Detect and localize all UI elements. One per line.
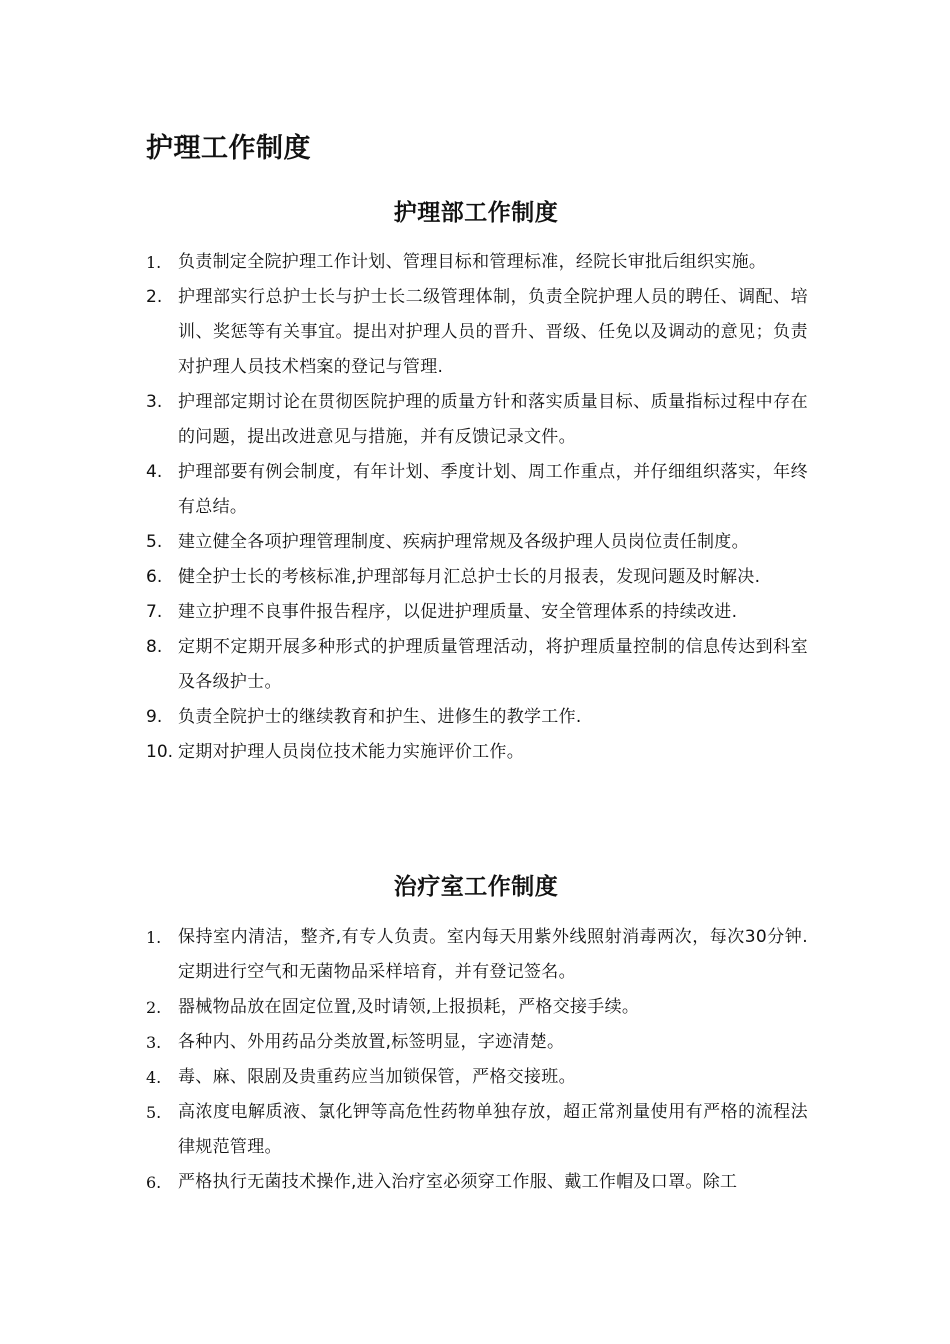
section-title-treatment-room: 治疗室工作制度: [393, 874, 559, 900]
list-item-text: 各种内、外用药品分类放置,标签明显，字迹清楚。: [178, 1032, 565, 1052]
treatment-room-rule-list: [146, 920, 808, 1200]
list-item: [146, 700, 808, 735]
list-item-number: 8.: [146, 637, 163, 657]
list-item-text: 护理部要有例会制度，有年计划、季度计划、周工作重点，并仔细组织落实，年终有总结。: [178, 462, 808, 517]
document-title: 护理工作制度: [146, 133, 311, 164]
list-item-number: 2.: [146, 998, 162, 1017]
list-item: [146, 245, 808, 280]
list-item-number: 3.: [146, 392, 163, 412]
list-item-number: 2.: [146, 287, 163, 307]
section-title-nursing-department: 护理部工作制度: [393, 200, 559, 226]
list-item: [146, 560, 808, 595]
list-item-text: 高浓度电解质液、氯化钾等高危性药物单独存放，超正常剂量使用有严格的流程法律规范管理。: [178, 1102, 808, 1157]
list-item-text: 建立健全各项护理管理制度、疾病护理常规及各级护理人员岗位责任制度。: [178, 532, 749, 552]
list-item: [146, 1060, 808, 1095]
list-item: [146, 920, 808, 990]
list-item-text: 健全护士长的考核标准,护理部每月汇总护士长的月报表，发现问题及时解决.: [178, 567, 761, 587]
list-item: [146, 735, 808, 770]
list-item: [146, 630, 808, 700]
nursing-department-rule-list: [146, 245, 808, 770]
list-item: [146, 595, 808, 630]
list-item: [146, 455, 808, 525]
list-item-text: 器械物品放在固定位置,及时请领,上报损耗，严格交接手续。: [178, 997, 640, 1017]
list-item-number: 3.: [146, 1033, 162, 1052]
list-item-number: 10.: [146, 742, 174, 762]
list-item-text: 毒、麻、限剧及贵重药应当加锁保管，严格交接班。: [178, 1067, 576, 1087]
list-item-number: 5.: [146, 1103, 162, 1122]
list-item: [146, 525, 808, 560]
list-item-text: 定期对护理人员岗位技术能力实施评价工作。: [178, 742, 524, 762]
list-item-number: 6.: [146, 1173, 162, 1192]
list-item-number: 5.: [146, 532, 163, 552]
list-item-text: 保持室内清洁，整齐,有专人负责。室内每天用紫外线照射消毒两次，每次30分钟.定期进行空气和无菌物品采样培育，并有登记签名。: [178, 927, 808, 982]
list-item-number: 6.: [146, 567, 163, 587]
list-item: [146, 1025, 808, 1060]
list-item: [146, 385, 808, 455]
list-item-text: 护理部定期讨论在贯彻医院护理的质量方针和落实质量目标、质量指标过程中存在的问题，提出改进意见与措施，并有反馈记录文件。: [178, 392, 808, 447]
list-item-text: 严格执行无菌技术操作,进入治疗室必须穿工作服、戴工作帽及口罩。除工: [178, 1172, 738, 1192]
list-item-number: 4.: [146, 1068, 162, 1087]
list-item: [146, 1095, 808, 1165]
list-item-number: 1.: [146, 928, 162, 947]
list-item-number: 7.: [146, 602, 163, 622]
list-item-text: 负责制定全院护理工作计划、管理目标和管理标准，经院长审批后组织实施。: [178, 252, 767, 272]
list-item-number: 1.: [146, 253, 162, 272]
list-item: [146, 990, 808, 1025]
list-item-number: 9.: [146, 707, 163, 727]
list-item-text: 建立护理不良事件报告程序，以促进护理质量、安全管理体系的持续改进.: [178, 602, 738, 622]
list-item-text: 定期不定期开展多种形式的护理质量管理活动，将护理质量控制的信息传达到科室及各级护士。: [178, 637, 808, 692]
list-item-text: 护理部实行总护士长与护士长二级管理体制，负责全院护理人员的聘任、调配、培训、奖惩等有关事宜。提出对护理人员的晋升、晋级、任免以及调动的意见；负责对护理人员技术档案的登记与管理.: [178, 287, 808, 377]
list-item-text: 负责全院护士的继续教育和护生、进修生的教学工作.: [178, 707, 582, 727]
list-item: [146, 1165, 808, 1200]
list-item: [146, 280, 808, 385]
list-item-number: 4.: [146, 462, 163, 482]
